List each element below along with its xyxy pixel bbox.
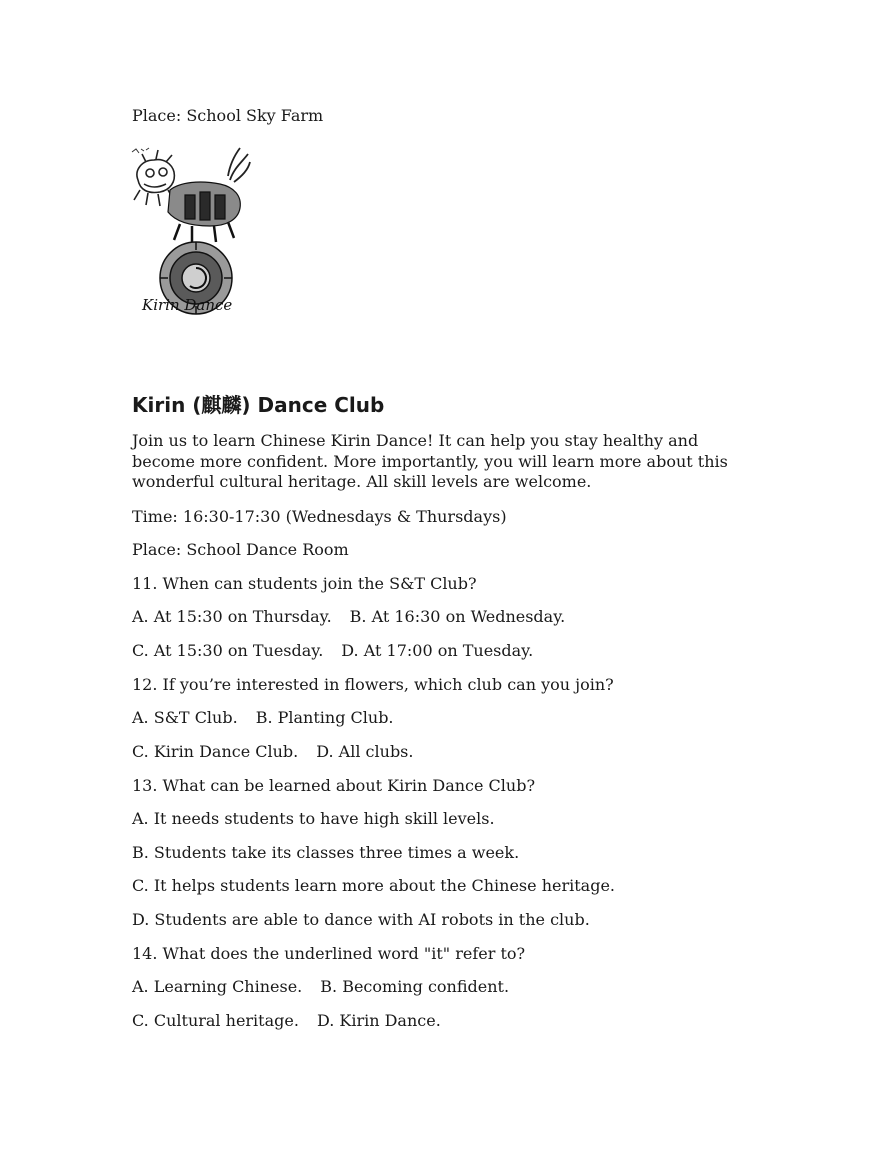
option: D. All clubs.: [316, 742, 414, 761]
option: C. Kirin Dance Club.: [132, 742, 299, 761]
logo-lettering: Kirin Dance: [142, 296, 233, 314]
question-14-options-row-1: [132, 977, 509, 997]
question-11-options-row-1: [132, 607, 565, 627]
option: A. At 15:30 on Thursday.: [132, 607, 332, 626]
option: C. At 15:30 on Tuesday.: [132, 641, 324, 660]
prev-place-line: Place: School Sky Farm: [132, 106, 324, 125]
option: D. Kirin Dance.: [316, 1011, 441, 1030]
question-11: 11. When can students join the S&T Club?: [132, 574, 477, 593]
question-12-options-row-1: [132, 708, 394, 728]
option: D. At 17:00 on Tuesday.: [341, 641, 534, 660]
option: A. S&T Club.: [132, 708, 238, 727]
club-description: Join us to learn Chinese Kirin Dance! It can help you stay healthy and become more confident. More importantly, you will learn more about this wonderful cultural heritage. All skill levels are welcome.: [132, 431, 728, 491]
club-time: Time: 16:30-17:30 (Wednesdays & Thursdays): [132, 507, 507, 526]
club-title: Kirin (麒麟) Dance Club: [132, 393, 385, 417]
option: C. Cultural heritage.: [132, 1011, 299, 1030]
option: B. At 16:30 on Wednesday.: [349, 607, 566, 626]
question-11-options-row-2: [132, 641, 533, 661]
question-13-option-b: B. Students take its classes three times a week.: [132, 843, 520, 862]
club-place: Place: School Dance Room: [132, 540, 349, 559]
option: B. Planting Club.: [255, 708, 394, 727]
question-12-options-row-2: [132, 742, 413, 762]
question-14: 14. What does the underlined word "it" refer to?: [132, 944, 526, 963]
question-13-option-c: C. It helps students learn more about the Chinese heritage.: [132, 876, 615, 895]
question-13-option-d: D. Students are able to dance with AI robots in the club.: [132, 910, 590, 929]
question-13-option-a: A. It needs students to have high skill levels.: [132, 809, 495, 828]
option: A. Learning Chinese.: [132, 977, 303, 996]
question-12: 12. If you’re interested in flowers, which club can you join?: [132, 675, 614, 694]
option: B. Becoming confident.: [320, 977, 510, 996]
question-14-options-row-2: [132, 1011, 441, 1031]
kirin-dance-logo-icon: [130, 140, 252, 315]
question-13: 13. What can be learned about Kirin Dance Club?: [132, 776, 536, 795]
